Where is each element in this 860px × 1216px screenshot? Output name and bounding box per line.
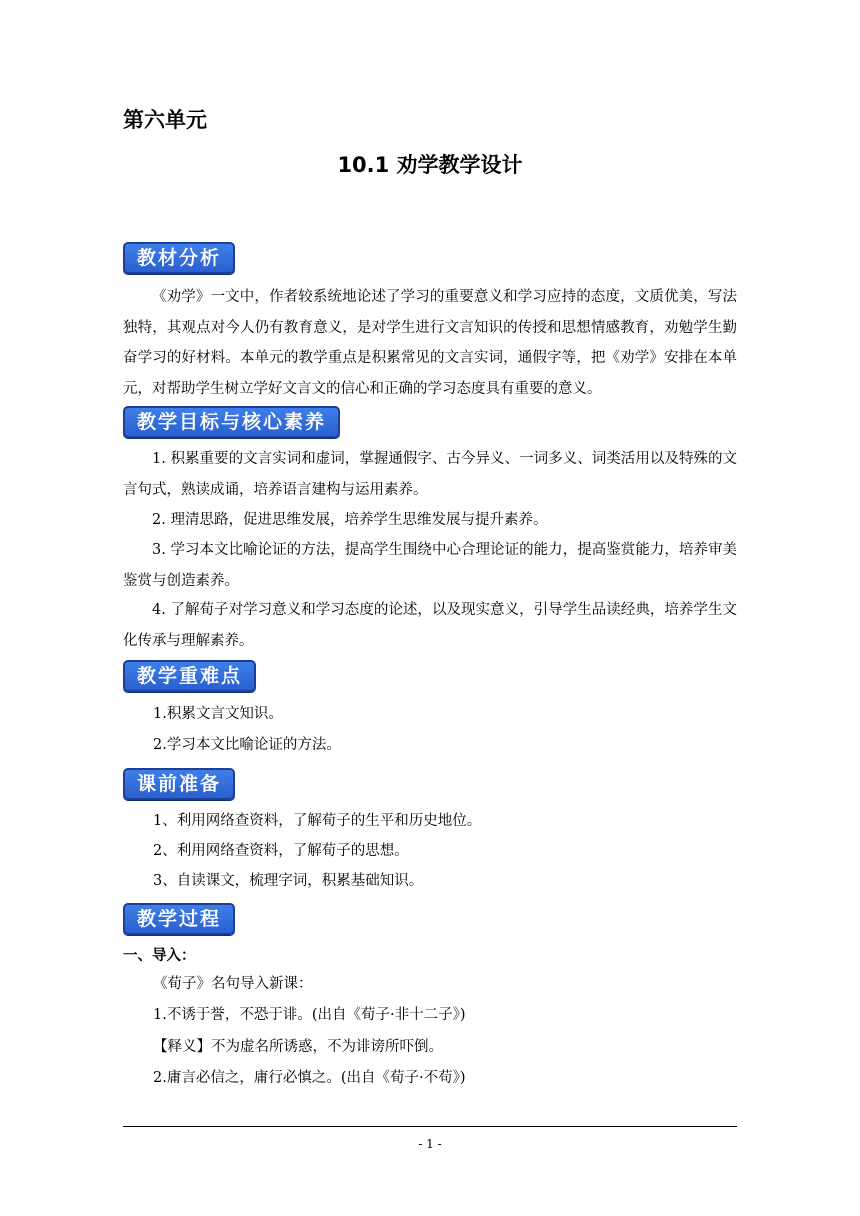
section-badge-preparation: 课前准备 (123, 768, 235, 800)
process-line: 《荀子》名句导入新课： (153, 976, 313, 992)
analysis-paragraph: 《劝学》一文中，作者较系统地论述了学习的重要意义和学习应持的态度，文质优美，写法独特，其观点对今人仍有教育意义，是对学生进行文言知识的传授和思想情感教育，劝勉学生勤奋学习的好材料。本单元的教学重点是积累常见的文言实词，通假字等，把《劝学》安排在本单元，对帮助学生树立学好文言文的信心和正确的学习态度具有重要的意义。 (123, 289, 737, 397)
preparation-item: 3、自读课文，梳理字词，积累基础知识。 (153, 873, 424, 889)
footer-divider (123, 1126, 737, 1127)
section-badge-objectives: 教学目标与核心素养 (123, 406, 340, 438)
preparation-item: 1、利用网络查资料，了解荀子的生平和历史地位。 (153, 813, 482, 829)
section-badge-key-points: 教学重难点 (123, 660, 256, 692)
document-title: 10.1 劝学教学设计 (337, 153, 523, 177)
preparation-item: 2、利用网络查资料，了解荀子的思想。 (153, 843, 409, 859)
process-line: 【释义】不为虚名所诱惑，不为诽谤所吓倒。 (153, 1039, 443, 1055)
process-line: 2.庸言必信之，庸行必慎之。(出自《荀子·不苟》) (153, 1070, 466, 1086)
section-badge-process: 教学过程 (123, 903, 235, 935)
section-badge-analysis: 教材分析 (123, 242, 235, 274)
objective-item: 3. 学习本文比喻论证的方法，提高学生围绕中心合理论证的能力，提高鉴赏能力，培养审美鉴赏与创造素养。 (123, 542, 737, 589)
objective-item: 2. 理清思路，促进思维发展，培养学生思维发展与提升素养。 (152, 512, 548, 528)
process-line: 1.不诱于誉，不恐于诽。(出自《荀子·非十二子》) (153, 1007, 466, 1023)
key-point-item: 1.积累文言文知识。 (153, 706, 283, 722)
step-heading: 一、导入： (123, 948, 196, 964)
objective-item: 1. 积累重要的文言实词和虚词，掌握通假字、古今异义、一词多义、词类活用以及特殊的文言句式，熟读成诵，培养语言建构与运用素养。 (123, 451, 737, 498)
unit-title: 第六单元 (123, 108, 207, 132)
key-point-item: 2.学习本文比喻论证的方法。 (153, 737, 341, 753)
objective-item: 4. 了解荀子对学习意义和学习态度的论述，以及现实意义，引导学生品读经典，培养学生文化传承与理解素养。 (123, 602, 737, 649)
page-number: - 1 - (418, 1137, 442, 1151)
